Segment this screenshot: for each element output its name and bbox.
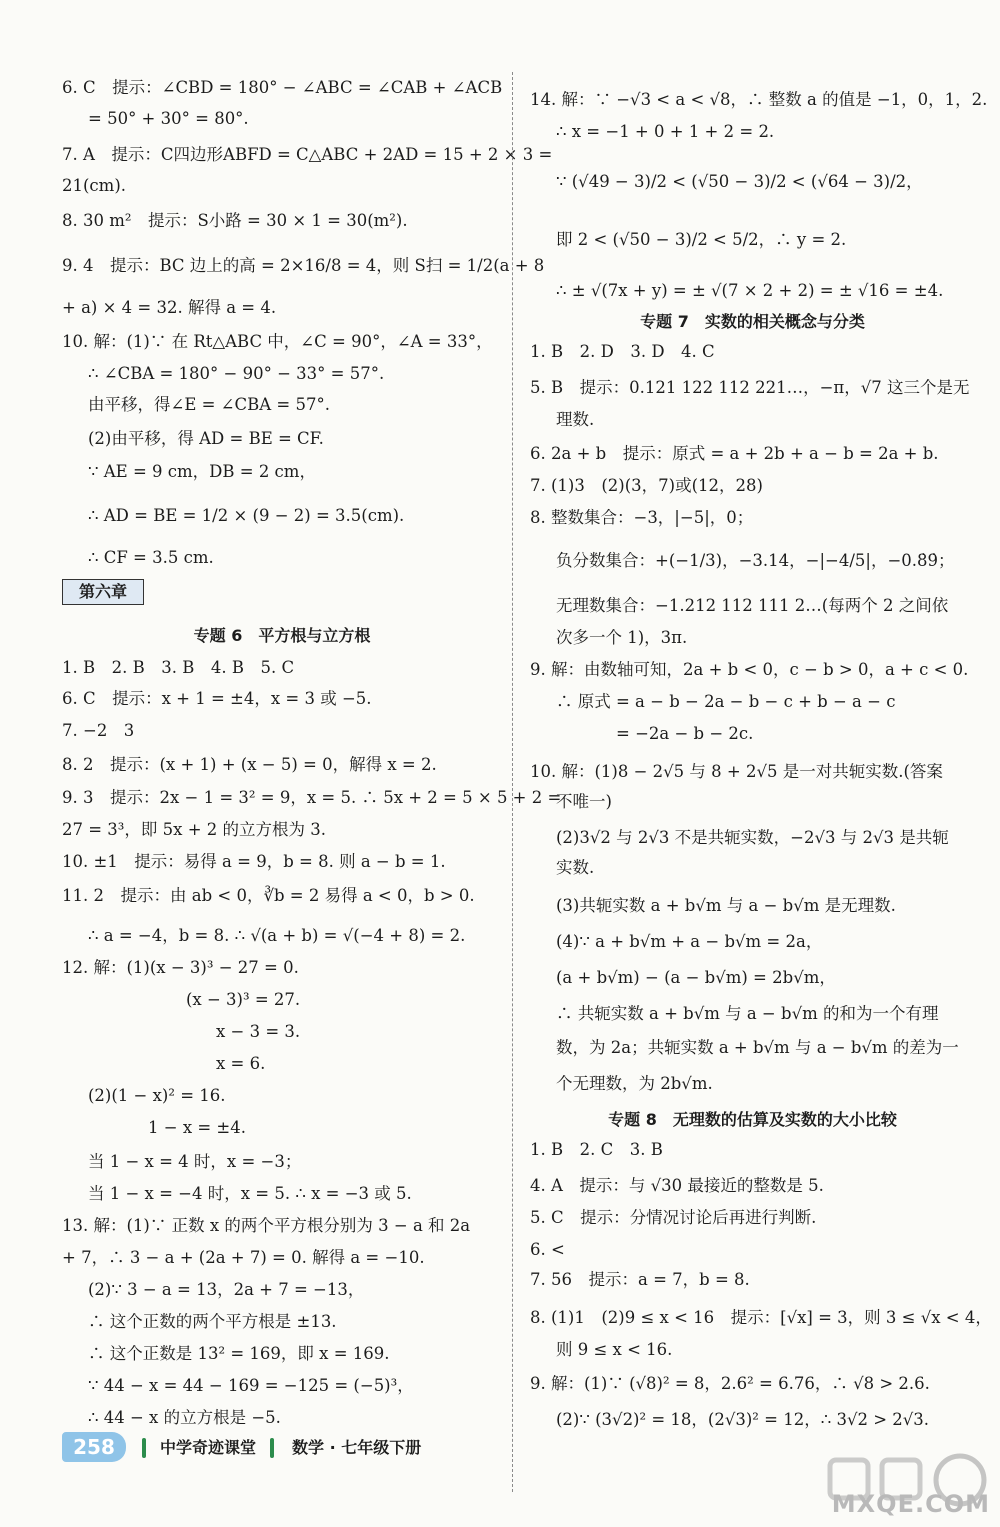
book-subject: 数学 · 七年级下册 (292, 1438, 422, 1457)
answer-line: ∴ 共轭实数 a + b√m 与 a − b√m 的和为一个有理 (556, 1004, 939, 1023)
answer-line: 次多一个 1)，3π. (556, 628, 688, 647)
answer-line: 10. 解：(1)∵ 在 Rt△ABC 中，∠C = 90°，∠A = 33°， (62, 332, 493, 351)
answer-line: ∵ (√49 − 3)/2 < (√50 − 3)/2 < (√64 − 3)/2， (556, 172, 923, 191)
chapter-label: 第六章 (62, 579, 144, 605)
answer-line: x − 3 = 3. (216, 1022, 301, 1041)
section-title: 专题 6 平方根与立方根 (193, 626, 371, 645)
answer-line: 当 1 − x = −4 时，x = 5. ∴ x = −3 或 5. (88, 1184, 412, 1203)
footer-mark (270, 1438, 274, 1458)
footer-mark (142, 1438, 146, 1458)
answer-line: (2)∵ 3 − a = 13，2a + 7 = −13， (88, 1280, 365, 1299)
section-title: 专题 8 无理数的估算及实数的大小比较 (608, 1110, 897, 1129)
answer-line: (x − 3)³ = 27. (186, 990, 301, 1009)
answer-line: ∴ AD = BE = 1/2 × (9 − 2) = 3.5(cm). (88, 506, 405, 525)
answer-line: (2)∵ (3√2)² = 18，(2√3)² = 12，∴ 3√2 > 2√3. (556, 1410, 930, 1429)
answer-line: (2)由平移，得 AD = BE = CF. (88, 429, 324, 448)
answer-line: 9. 解：由数轴可知，2a + b < 0，c − b > 0，a + c < 0. (530, 660, 969, 679)
answer-line: + 7，∴ 3 − a + (2a + 7) = 0. 解得 a = −10. (62, 1248, 425, 1267)
answer-line: (2)3√2 与 2√3 不是共轭实数，−2√3 与 2√3 是共轭 (556, 828, 949, 847)
answer-line: 6. C 提示：∠CBD = 180° − ∠ABC = ∠CAB + ∠ACB (62, 78, 503, 97)
answer-line: ∴ x = −1 + 0 + 1 + 2 = 2. (556, 122, 775, 141)
answer-line: 9. 3 提示：2x − 1 = 3² = 9，x = 5. ∴ 5x + 2 = 5 × 5 + 2 = (62, 788, 562, 807)
answer-line: 负分数集合：+(−1/3)，−3.14，−|−4/5|，−0.8̇9̇； (556, 551, 955, 570)
answer-line: (4)∵ a + b√m + a − b√m = 2a， (556, 932, 823, 951)
answer-line: x = 6. (216, 1054, 266, 1073)
answer-line: 1. B 2. D 3. D 4. C (530, 342, 715, 361)
answer-line: 8. 2 提示：(x + 1) + (x − 5) = 0，解得 x = 2. (62, 755, 437, 774)
answer-line: ∴ 这个正数的两个平方根是 ±13. (88, 1312, 337, 1331)
answer-line: 27 = 3³，即 5x + 2 的立方根为 3. (62, 820, 327, 839)
answer-line: 12. 解：(1)(x − 3)³ − 27 = 0. (62, 958, 299, 977)
answer-line: 8. 整数集合：−3，|−5|，0； (530, 508, 754, 527)
column-divider (512, 72, 513, 1492)
answer-line: (2)(1 − x)² = 16. (88, 1086, 226, 1105)
watermark-text: MXQE.COM (831, 1490, 990, 1518)
answer-line: 7. 56 提示：a = 7，b = 8. (530, 1270, 750, 1289)
answer-line: ∴ a = −4，b = 8. ∴ √(a + b) = √(−4 + 8) = 2. (88, 926, 466, 945)
answer-line: 无理数集合：−1.212 112 111 2…(每两个 2 之间依 (556, 596, 949, 615)
answer-line: (3)共轭实数 a + b√m 与 a − b√m 是无理数. (556, 896, 896, 915)
answer-line: 5. B 提示：0.121 122 112 221…，−π，√7 这三个是无 (530, 378, 970, 397)
answer-line: 10. 解：(1)8 − 2√5 与 8 + 2√5 是一对共轭实数.(答案 (530, 762, 943, 781)
answer-line: 7. −2 3 (62, 721, 135, 740)
answer-line: 9. 解：(1)∵ (√8)² = 8，2.6² = 6.76，∴ √8 > 2.6. (530, 1374, 930, 1393)
answer-line: 6. C 提示：x + 1 = ±4，x = 3 或 −5. (62, 689, 372, 708)
answer-line: 9. 4 提示：BC 边上的高 = 2×16/8 = 4，则 S扫 = 1/2(a + 8 (62, 256, 545, 275)
answer-line: 即 2 < (√50 − 3)/2 < 5/2，∴ y = 2. (556, 230, 847, 249)
answer-line: 实数. (556, 858, 595, 877)
answer-line: 21(cm). (62, 176, 127, 195)
answer-line: ∴ 44 − x 的立方根是 −5. (88, 1408, 281, 1427)
answer-line: 5. C 提示：分情况讨论后再进行判断. (530, 1208, 817, 1227)
answer-line: 数，为 2a；共轭实数 a + b√m 与 a − b√m 的差为一 (556, 1038, 959, 1057)
answer-line: = 50° + 30° = 80°. (88, 109, 249, 128)
answer-line: 8. (1)1 (2)9 ≤ x < 16 提示：[√x] = 3，则 3 ≤ √x < 4， (530, 1308, 992, 1327)
answer-line: = −2a − b − 2c. (616, 724, 754, 743)
answer-line: ∴ ± √(7x + y) = ± √(7 × 2 + 2) = ± √16 = ±4. (556, 281, 944, 300)
answer-line: 4. A 提示：与 √30 最接近的整数是 5. (530, 1176, 824, 1195)
answer-line: 当 1 − x = 4 时，x = −3； (88, 1152, 302, 1171)
section-title: 专题 7 实数的相关概念与分类 (640, 312, 865, 331)
answer-line: ∴ CF = 3.5 cm. (88, 548, 214, 567)
answer-line: ∴ 原式 = a − b − 2a − b − c + b − a − c (556, 692, 896, 711)
answer-line: 理数. (556, 410, 595, 429)
answer-line: 1. B 2. B 3. B 4. B 5. C (62, 658, 295, 677)
answer-line: 14. 解：∵ −√3 < a < √8，∴ 整数 a 的值是 −1，0，1，2. (530, 90, 988, 109)
page-number: 258 (62, 1432, 126, 1462)
answer-line: 13. 解：(1)∵ 正数 x 的两个平方根分别为 3 − a 和 2a (62, 1216, 471, 1235)
answer-line: ∴ ∠CBA = 180° − 90° − 33° = 57°. (88, 364, 385, 383)
answer-line: 1 − x = ±4. (148, 1118, 247, 1137)
answer-line: ∵ AE = 9 cm，DB = 2 cm， (88, 462, 316, 481)
answer-line: 11. 2 提示：由 ab < 0，∛b = 2 易得 a < 0，b > 0. (62, 886, 475, 905)
answer-line: 由平移，得∠E = ∠CBA = 57°. (88, 395, 330, 414)
answer-line: ∴ 这个正数是 13² = 169，即 x = 169. (88, 1344, 390, 1363)
answer-line: 则 9 ≤ x < 16. (556, 1340, 673, 1359)
answer-line: 8. 30 m² 提示：S小路 = 30 × 1 = 30(m²). (62, 211, 408, 230)
book-title: 中学奇迹课堂 (160, 1438, 257, 1457)
answer-line: (a + b√m) − (a − b√m) = 2b√m， (556, 968, 836, 987)
answer-line: 不唯一) (556, 792, 612, 811)
answer-line: 1. B 2. C 3. B (530, 1140, 663, 1159)
answer-line: 6. < (530, 1240, 565, 1259)
answer-line: 6. 2a + b 提示：原式 = a + 2b + a − b = 2a + b. (530, 444, 939, 463)
answer-line: ∵ 44 − x = 44 − 169 = −125 = (−5)³， (88, 1376, 414, 1395)
answer-line: 10. ±1 提示：易得 a = 9，b = 8. 则 a − b = 1. (62, 852, 446, 871)
answer-line: 7. (1)3 (2)(3，7)或(12，28) (530, 476, 763, 495)
answer-line: + a) × 4 = 32. 解得 a = 4. (62, 298, 277, 317)
answer-line: 个无理数，为 2b√m. (556, 1074, 713, 1093)
answer-line: 7. A 提示：C四边形ABFD = C△ABC + 2AD = 15 + 2 × 3 = (62, 145, 553, 164)
